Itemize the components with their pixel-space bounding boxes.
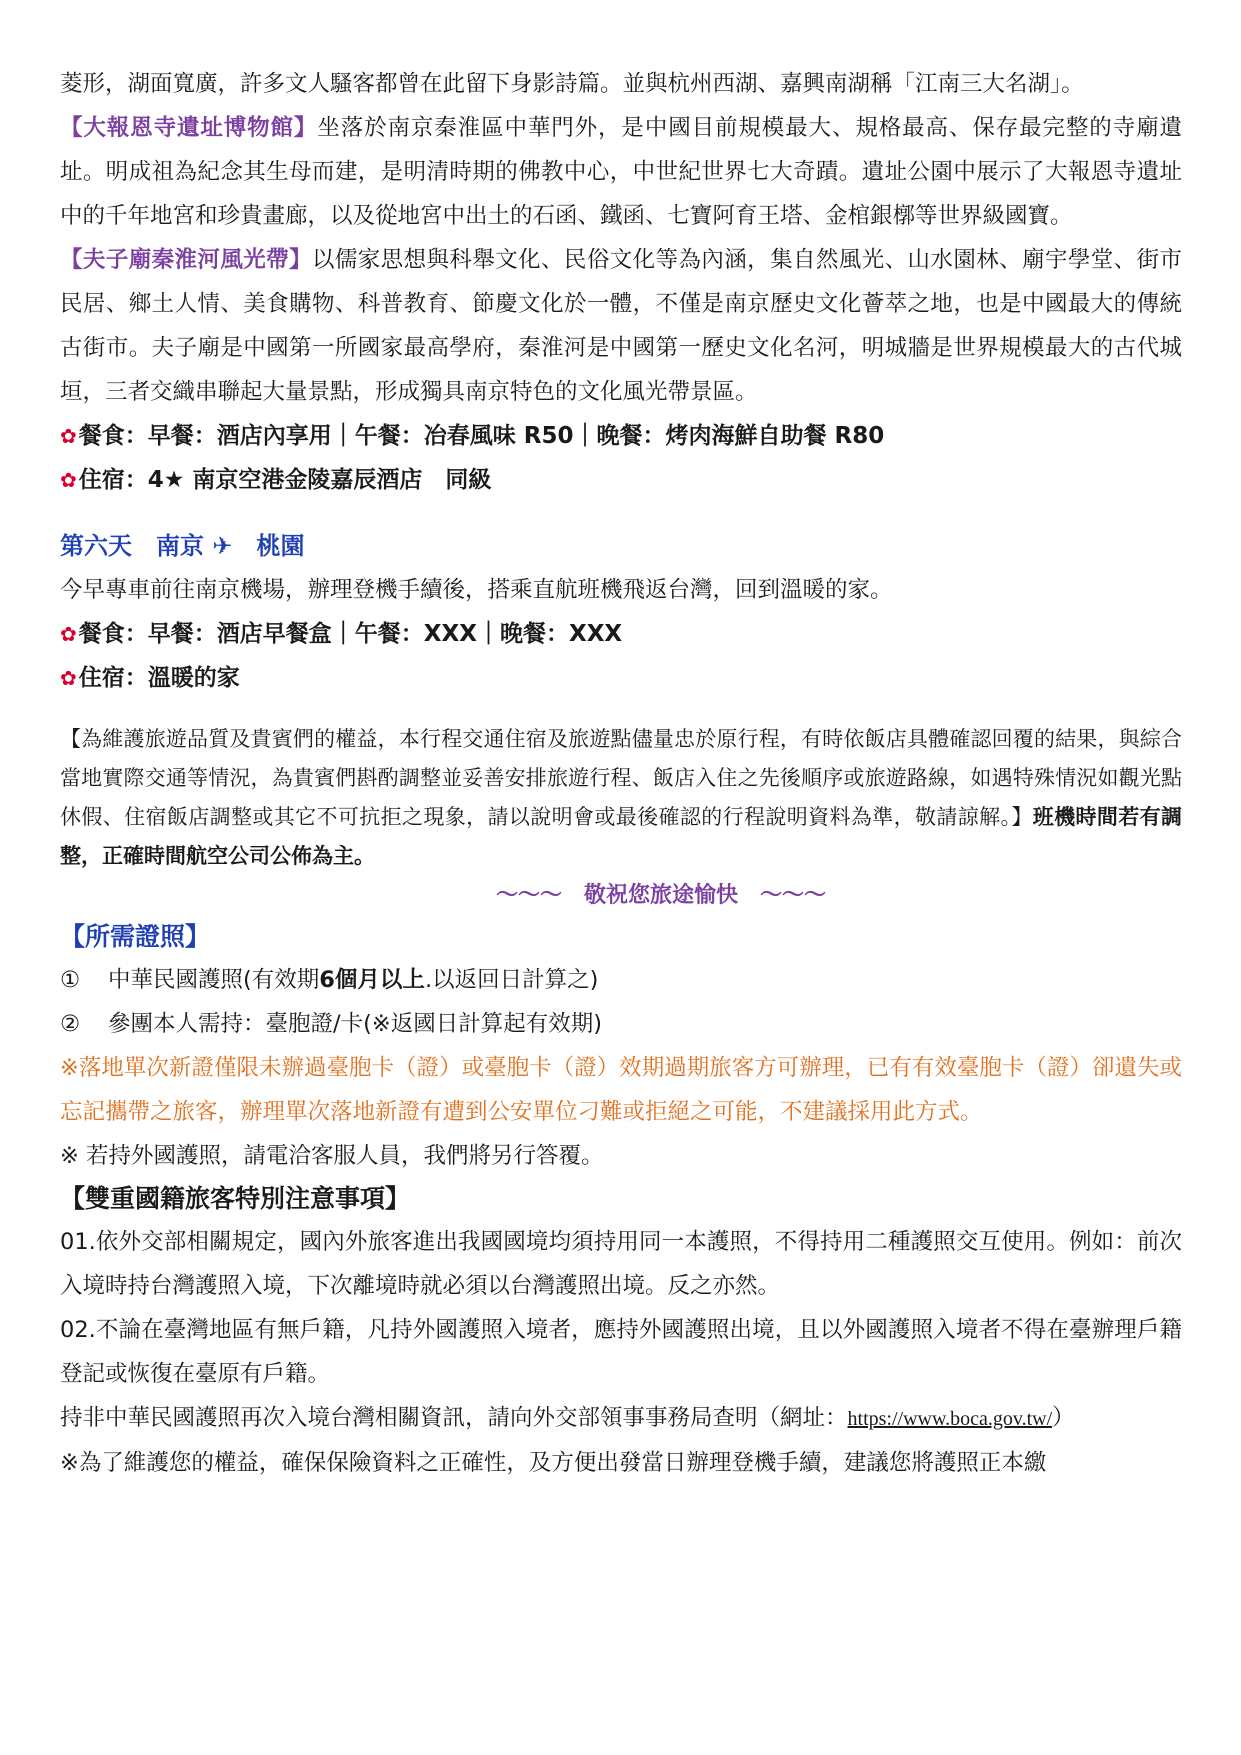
hotel-text: 住宿：4★ 南京空港金陵嘉辰酒店 同級 [78,467,492,493]
documents-title: 【所需證照】 [60,922,211,951]
notice-text: 【為維護旅遊品質及貴賓們的權益，本行程交通住宿及旅遊點儘量忠於原行程，有時依飯店具體確認回覆的結果，與綜合當地實際交通等情況，為貴賓們斟酌調整並妥善安排旅遊行程、飯店入住之先後順序或旅遊路線，如遇特殊情況如觀光點休假、住宿飯店調整或其它不可抗拒之現象，請以說明會或最後確認的行程說明資料為準，敬請諒解。】 [60,727,1182,829]
day6-title: 第六天 南京 ✈ 桃園 [60,532,305,560]
dual-nationality-title: 【雙重國籍旅客特別注意事項】 [60,1184,411,1213]
meals-text: 餐食：早餐：酒店內享用｜午餐：冶春風味 R50｜晚餐：烤肉海鮮自助餐 R80 [78,423,885,449]
spot-description: 以儒家思想與科舉文化、民俗文化等為內涵，集自然風光、山水園林、廟宇學堂、街市民居、鄉土人情、美食購物、科普教育、節慶文化於一體，不僅是南京歷史文化薈萃之地，也是中國最大的傳統古街市。夫子廟是中國第一所國家最高學府，秦淮河是中國第一歷史文化名河，明城牆是世界規模最大的古代城垣，三者交織串聯起大量景點，形成獨具南京特色的文化風光帶景區。 [60,247,1182,405]
insurance-note: ※為了維護您的權益，確保保險資料之正確性，及方便出發當日辦理登機手續，建議您將護照正本繳 [60,1450,1047,1476]
item-text: 中華民國護照(有效期 [108,967,320,993]
spot-title: 【夫子廟秦淮河風光帶】 [60,247,312,273]
boca-link[interactable]: https://www.boca.gov.tw/ [847,1408,1053,1430]
item-text: .以返回日計算之) [424,967,599,993]
info-suffix: ） [1052,1405,1075,1431]
flower-icon: ✿ [60,622,77,646]
spot-title: 【大報恩寺遺址博物館】 [60,115,318,141]
lake-paragraph: 菱形，湖面寬廣，許多文人騷客都曾在此留下身影詩篇。並與杭州西湖、嘉興南湖稱「江南三大名湖」。 [60,71,1084,97]
itinerary-notice [60,720,1182,876]
item-number: ② [60,1011,81,1037]
day5-hotel [60,458,1182,502]
documents-warning: ※落地單次新證僅限未辦過臺胞卡（證）或臺胞卡（證）效期過期旅客方可辦理，已有有效臺胞卡（證）卻遺失或忘記攜帶之旅客，辦理單次落地新證有遭到公安單位刁難或拒絕之可能，不建議採用此方式。 [60,1055,1182,1125]
documents-item-2 [60,1002,1182,1046]
item-text: 參團本人需持：臺胞證/卡(※返國日計算起有效期) [108,1011,602,1037]
dual-item-2: 02.不論在臺灣地區有無戶籍，凡持外國護照入境者，應持外國護照出境，且以外國護照入境者不得在臺辦理戶籍登記或恢復在臺原有戶籍。 [60,1317,1182,1387]
documents-item-1 [60,958,1182,1002]
flower-icon: ✿ [60,666,77,690]
day5-meals [60,414,1182,458]
hotel-text: 住宿：溫暖的家 [78,665,240,691]
spot-description: 坐落於南京秦淮區中華門外，是中國目前規模最大、規格最高、保存最完整的寺廟遺址。明成祖為紀念其生母而建，是明清時期的佛教中心，中世紀世界七大奇蹟。遺址公園中展示了大報恩寺遺址中的千年地宮和珍貴畫廊，以及從地宮中出土的石函、鐵函、七寶阿育王塔、金棺銀槨等世界級國寶。 [60,115,1182,229]
document-page [60,62,1182,1485]
flower-icon: ✿ [60,424,77,448]
item-number: ① [60,967,81,993]
day6-description: 今早專車前往南京機場，辦理登機手續後，搭乘直航班機飛返台灣，回到溫暖的家。 [60,577,893,603]
wishes-line: ～～～ 敬祝您旅途愉快 ～～～ [495,883,826,908]
info-text: 持非中華民國護照再次入境台灣相關資訊，請向外交部領事事務局查明（網址： [60,1405,848,1431]
flower-icon: ✿ [60,468,77,492]
day6-hotel [60,656,1182,700]
dual-item-1: 01.依外交部相關規定，國內外旅客進出我國國境均須持用同一本護照，不得持用二種護照交互使用。例如：前次入境時持台灣護照入境，下次離境時就必須以台灣護照出境。反之亦然。 [60,1229,1182,1299]
item-bold-text: 6個月以上 [319,967,425,993]
boca-info [60,1396,1182,1441]
spot-confucius-temple [60,238,1182,414]
meals-text: 餐食：早餐：酒店早餐盒｜午餐：XXX｜晚餐：XXX [78,621,623,647]
notice-bold-text: 班機時間若有調整，正確時間航空公司公佈為主。 [60,805,1182,868]
day6-meals [60,612,1182,656]
foreign-passport-note: ※ 若持外國護照，請電洽客服人員，我們將另行答覆。 [60,1143,604,1169]
spot-bao-en-temple [60,106,1182,238]
